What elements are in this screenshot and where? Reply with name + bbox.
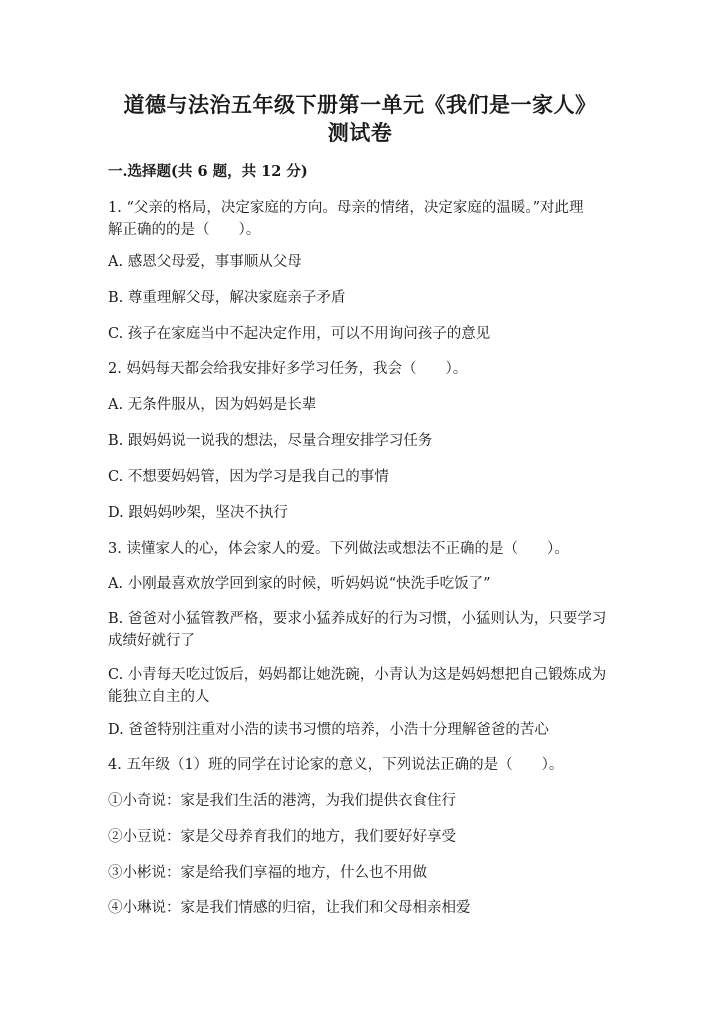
q4-statement-2: ②小豆说：家是父母养育我们的地方，我们要好好享受	[108, 829, 456, 845]
q3-option-d: D. 爸爸特别注重对小浩的读书习惯的培养，小浩十分理解爸爸的苦心	[108, 722, 549, 738]
q1-option-a: A. 感恩父母爱，事事顺从父母	[108, 254, 302, 270]
q2-option-a: A. 无条件服从，因为妈妈是长辈	[108, 397, 317, 413]
q4-statement-4: ④小琳说：家是我们情感的归宿，让我们和父母相亲相爱	[108, 900, 471, 916]
q2-stem: 2. 妈妈每天都会给我安排好多学习任务，我会（ ）。	[108, 361, 468, 377]
q1-option-c: C. 孩子在家庭当中不起决定作用，可以不用询问孩子的意见	[108, 326, 491, 342]
section-heading: 一.选择题(共 6 题，共 12 分)	[108, 163, 308, 180]
q1-option-b: B. 尊重理解父母，解决家庭亲子矛盾	[108, 290, 346, 306]
exam-title-line2: 测试卷	[327, 120, 393, 145]
q4-stem: 4. 五年级（1）班的同学在讨论家的意义，下列说法正确的是（ ）。	[108, 757, 564, 773]
q1-stem-line2: 解正确的的是（ ）。	[108, 222, 261, 238]
q1-stem-line1: 1. “父亲的格局，决定家庭的方向。母亲的情绪，决定家庭的温暖。”对此理	[108, 200, 584, 216]
q3-stem: 3. 读懂家人的心，体会家人的爱。下列做法或想法不正确的是（ ）。	[108, 541, 569, 557]
q3-option-c-line2: 能独立自主的人	[108, 689, 210, 705]
q4-statement-3: ③小彬说：家是给我们享福的地方，什么也不用做	[108, 865, 427, 881]
q2-option-d: D. 跟妈妈吵架，坚决不执行	[108, 505, 288, 521]
q3-option-c-line1: C. 小青每天吃过饭后，妈妈都让她洗碗，小青认为这是妈妈想把自己锻炼成为	[108, 667, 607, 683]
exam-title-line1: 道德与法治五年级下册第一单元《我们是一家人》	[123, 92, 597, 117]
q2-option-b: B. 跟妈妈说一说我的想法，尽量合理安排学习任务	[108, 433, 433, 449]
q4-statement-1: ①小奇说：家是我们生活的港湾，为我们提供衣食住行	[108, 793, 456, 809]
q3-option-a: A. 小刚最喜欢放学回到家的时候，听妈妈说“快洗手吃饭了”	[108, 576, 491, 592]
q2-option-c: C. 不想要妈妈管，因为学习是我自己的事情	[108, 469, 389, 485]
q3-option-b-line2: 成绩好就行了	[108, 633, 195, 649]
q3-option-b-line1: B. 爸爸对小猛管教严格，要求小猛养成好的行为习惯，小猛则认为，只要学习	[108, 611, 607, 627]
